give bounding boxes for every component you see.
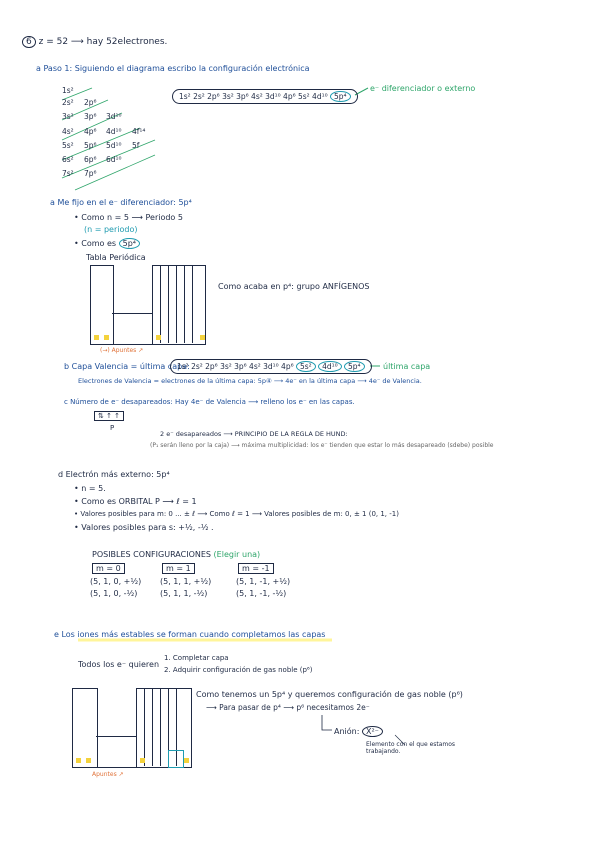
quantum-set: (5, 1, -1, -½) [236,589,287,598]
section-d-title: d Electrón más externo: 5p⁴ [58,470,170,479]
diagram-term: 5d¹⁰ [106,141,122,150]
d-line-4: • Valores posibles para s: +½, -½ . [74,523,214,532]
diagram-term: 3p⁶ [84,112,97,121]
para-line: ⟶ Para pasar de p⁴ ⟶ p⁶ necesitamos 2e⁻ [206,703,370,712]
diagram-term: 6d¹⁰ [106,155,122,164]
valence-c2: 4d¹⁰ [318,361,342,372]
period-note: (n = periodo) [84,225,138,234]
orbital-boxes: ⇅ ↑ ↑ [94,411,124,421]
valence-config: 1s² 2s² 2p⁶ 3s² 3p⁶ 4s² 3d¹⁰ 4p⁶ [177,362,294,371]
section-a-title: a Paso 1: Siguiendo el diagrama escribo la configuración electrónica [36,64,310,73]
valence-c1: 5s² [296,361,316,372]
problem-number: 6 [22,36,36,48]
section-e-title: e Los iones más estables se forman cuando completamos las capas [54,630,326,639]
periodic-table-sketch [90,265,210,345]
d-line-3: • Valores posibles para m: 0 ... ± ℓ ⟶ Como ℓ = 1 ⟶ Valores posibles de m: 0, ± 1 (0, 1, -1) [74,510,399,518]
group-line [74,238,140,249]
table-label: Tabla Periódica [86,253,146,262]
diagram-term: 5f [132,141,140,150]
diagram-term: 4p⁶ [84,127,97,136]
apunte-link-2[interactable]: Apuntes ↗ [92,771,124,778]
diagram-term: 4f¹⁴ [132,127,146,136]
quantum-set: (5, 1, 1, +½) [160,577,212,586]
posibles-title: POSIBLES CONFIGURACIONES [92,550,211,559]
quantum-set: (5, 1, -1, +½) [236,577,291,586]
posibles-line [92,550,260,559]
group-note: Como acaba en p⁴: grupo ANFÍGENOS [218,282,370,291]
como-line: Como tenemos un 5p⁴ y queremos configuración de gas noble (p⁶) [196,690,463,699]
valence-side: última capa [383,362,431,371]
anion-symbol: X²⁻ [362,726,383,737]
diagram-term: 1s² [62,86,74,95]
diagram-term: 3d¹⁰ [106,112,122,121]
elemento-note: Elemento con el que estamos trabajando. [366,741,456,755]
quantum-head: m = 0 [92,563,125,574]
config-pill [172,89,358,104]
section-b-prefix: b Capa Valencia = última capa: [64,362,190,371]
d-line-1: • n = 5. [74,484,106,493]
hund-line: 2 e⁻ desapareados ⟶ PRINCIPIO DE LA REGLA DE HUND: [160,430,348,438]
diagram-term: 7p⁶ [84,169,97,178]
todos-label: Todos los e⁻ quieren [78,660,160,669]
quantum-head: m = -1 [238,563,274,574]
diagram-term: 7s² [62,169,74,178]
diagram-term: 4s² [62,127,74,136]
diagram-term: 6s² [62,155,74,164]
period-line: • Como n = 5 ⟶ Periodo 5 [74,213,183,222]
quantum-head: m = 1 [162,563,195,574]
orbital-label: P [110,424,115,432]
periodic-table-sketch-2 [72,688,192,768]
d-line-2: • Como es ORBITAL P ⟶ ℓ = 1 [74,497,197,506]
valence-pill [170,359,372,374]
anion-label: Anión: [334,727,360,736]
posibles-hint: (Elegir una) [213,550,261,559]
apunte-link[interactable]: (→) Apuntes ↗ [100,347,144,354]
todos-item-2: 2. Adquirir configuración de gas noble (p⁶) [164,666,313,674]
diff-label: e⁻ diferenciador o externo [370,84,476,93]
header-text: z = 52 ⟶ hay 52electrones. [38,37,168,47]
diagram-term: 5p⁶ [84,141,97,150]
quantum-set: (5, 1, 1, -½) [160,589,208,598]
quantum-set: (5, 1, 0, +½) [90,577,142,586]
diagram-term: 4d¹⁰ [106,127,122,136]
valence-line: Electrones de Valencia = electrones de la última capa: 5p④ ⟶ 4e⁻ en la última capa ⟶ 4e⁻ de Valencia. [78,377,422,385]
hund-detail: (P₁ serán lleno por la caja) ⟶ máxima multiplicidad: los e⁻ tienden que estar lo más desapareado (sdebe) posible [150,442,494,449]
section-c-title: c Número de e⁻ desapareados: Hay 4e⁻ de Valencia ⟶ relleno los e⁻ en las capas. [64,398,355,406]
diagram-term: 5s² [62,141,74,150]
config-text: 1s² 2s² 2p⁶ 3s² 3p⁶ 4s² 3d¹⁰ 4p⁶ 5s² 4d¹⁰ [179,92,328,101]
todos-item-1: 1. Completar capa [164,654,229,662]
group-line-pre: • Como es [74,239,119,248]
anion-line [334,726,383,737]
diagram-term: 6p⁶ [84,155,97,164]
config-last: 5p⁴ [330,91,351,102]
diagram-term: 2s² [62,98,74,107]
section-a2-title: a Me fijo en el e⁻ diferenciador: 5p⁴ [50,198,192,207]
quantum-set: (5, 1, 0, -½) [90,589,138,598]
valence-c3: 5p⁴ [344,361,365,372]
problem-header [22,36,167,48]
group-line-circled: 5p⁴ [119,238,140,249]
diagram-term: 3s² [62,112,74,121]
diagram-term: 2p⁶ [84,98,97,107]
